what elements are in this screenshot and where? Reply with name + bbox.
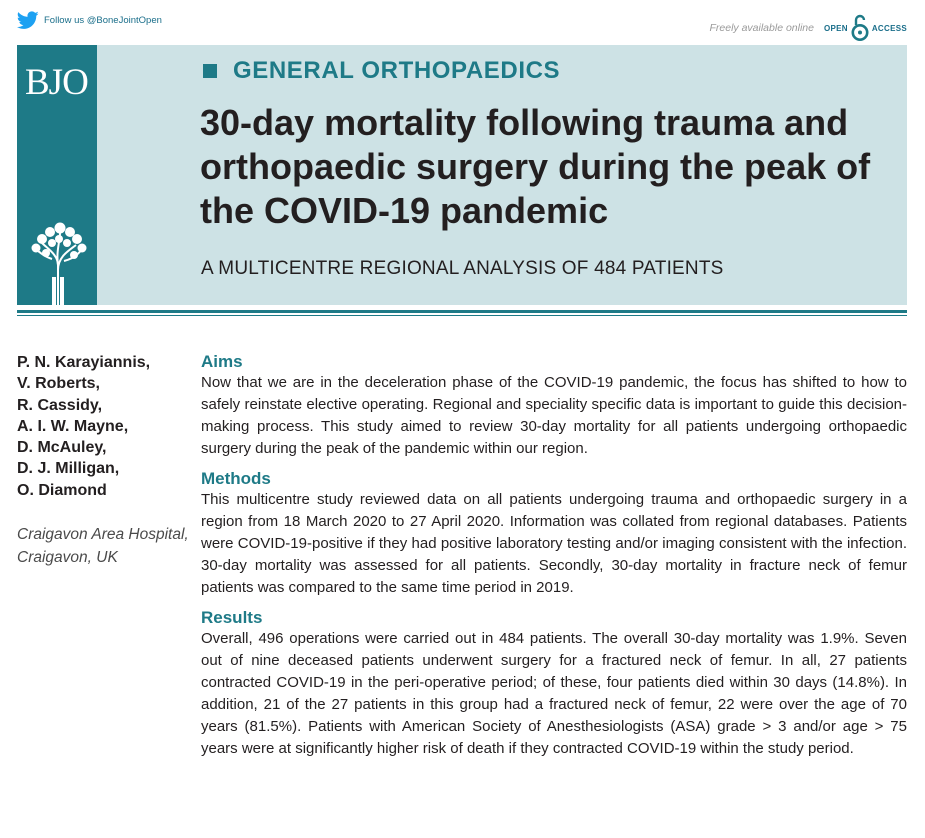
access-word: ACCESS <box>871 23 907 33</box>
author-name: P. N. Karayiannis, <box>17 354 151 371</box>
abstract <box>201 352 907 769</box>
freely-available-text: Freely available online <box>709 22 814 34</box>
author-name: A. I. W. Mayne, <box>17 417 129 435</box>
twitter-bird-icon <box>17 11 39 30</box>
header-divider <box>17 310 907 313</box>
twitter-follow-text: Follow us @BoneJointOpen <box>44 15 162 26</box>
author-name: V. Roberts, <box>17 375 100 393</box>
section-label: GENERAL ORTHOPAEDICS <box>233 57 561 84</box>
top-bar <box>0 0 925 44</box>
author-name: D. J. Milligan, <box>17 460 120 478</box>
twitter-follow-link[interactable] <box>17 11 162 30</box>
author-name: D. McAuley, <box>17 439 107 457</box>
open-word: OPEN <box>823 23 848 33</box>
aims-heading: Aims <box>201 352 243 371</box>
tree-logo-icon <box>22 215 92 305</box>
open-access-lock-icon <box>851 14 869 42</box>
section-heading <box>203 57 560 85</box>
affiliation: Craigavon Area Hospital, Craigavon, UK <box>17 526 189 567</box>
article-banner <box>17 45 907 305</box>
journal-logo-panel <box>17 45 97 305</box>
methods-heading: Methods <box>201 469 271 488</box>
section-marker <box>203 64 217 78</box>
aims-text: Now that we are in the deceleration phase of the COVID-19 pandemic, the focus has shifted to how to safely reinstate elective operating. Regional and speciality specific data is important to guide this decision-making process. This study aimed to review 30-day mortality for all patients undergoing orthopaedic surgery during the peak of the pandemic within our region. <box>201 374 907 457</box>
article-subtitle: A MULTICENTRE REGIONAL ANALYSIS OF 484 PATIENTS <box>201 258 724 279</box>
author-name: R. Cassidy, <box>17 396 103 414</box>
results-text: Overall, 496 operations were carried out in 484 patients. The overall 30-day mortality was 1.9%. Seven out of nine deceased patients underwent surgery for a fractured neck of femur. In all, 27 patients contracted COVID-19 in the peri-operative period; of these, four patients died within 30 days (14.8%). In addition, 21 of the 27 patients in this group had a fractured neck of femur, 22 were over the age of 70 years (81.5%). Patients with American Society of Anesthesiologists (ASA) grade > 3 and/or age > 75 years were at significantly higher risk of death if they contracted COVID-19 within the study period. <box>201 630 907 757</box>
journal-logo: BJO <box>25 62 88 103</box>
author-name: O. Diamond <box>17 481 107 499</box>
results-heading: Results <box>201 608 263 627</box>
header-divider-thin <box>17 315 907 316</box>
methods-text: This multicentre study reviewed data on all patients undergoing trauma and orthopaedic surgery in a region from 18 March 2020 to 27 April 2020. Information was collated from regional databases. Patients were COVID-19-positive if they had positive laboratory testing and/or imaging consistent with the infection. 30-day mortality was assessed for all patients. Secondly, 30-day mortality in fracture neck of femur patients was compared to the same time period in 2019. <box>201 491 907 596</box>
article-title: 30-day mortality following trauma and orthopaedic surgery during the peak of the COVID-19 pandemic <box>200 102 871 231</box>
open-access-badge <box>710 14 908 42</box>
author-column <box>17 352 197 569</box>
